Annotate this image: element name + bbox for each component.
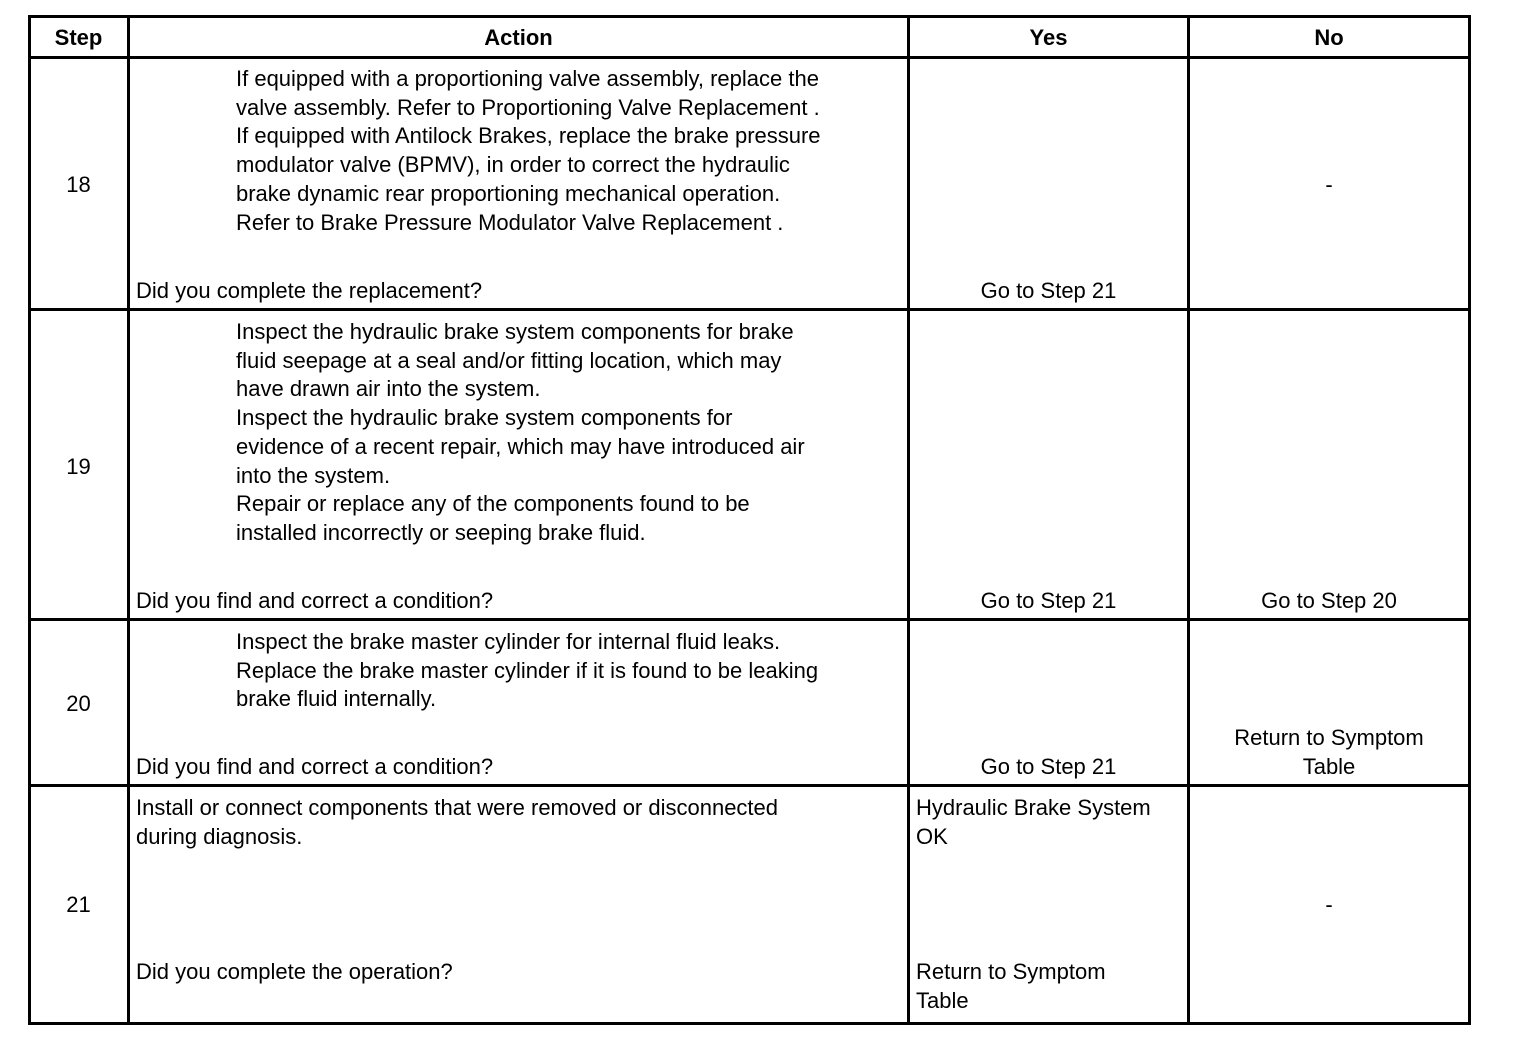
action-line: Inspect the hydraulic brake system components for brake [236, 319, 794, 344]
action-line: Refer to Brake Pressure Modulator Valve Replacement . [236, 209, 784, 235]
yes-result-line: Hydraulic Brake System [916, 795, 1151, 820]
yes-result: Go to Step 21 [980, 588, 1117, 613]
action-line: have drawn air into the system. [236, 376, 541, 402]
action-line: If equipped with Antilock Brakes, replace the brake pressure [236, 123, 821, 149]
column-divider-yes [1187, 15, 1190, 1025]
yes-result-bottom [916, 958, 1106, 1015]
action-line: brake fluid internally. [236, 686, 437, 712]
step-number: 20 [66, 691, 91, 716]
action-line: Inspect the hydraulic brake system components for [236, 405, 733, 431]
header-yes: Yes [1029, 25, 1068, 50]
row-divider-19 [28, 618, 1471, 621]
step-number: 19 [66, 454, 91, 479]
no-result: - [1325, 172, 1333, 197]
action-question: Did you complete the replacement? [136, 278, 483, 303]
action-line: Repair or replace any of the components found to be [236, 491, 750, 517]
header-step: Step [54, 25, 103, 50]
action-line: brake dynamic rear proportioning mechanical operation. [236, 180, 781, 206]
action-line: during diagnosis. [136, 823, 303, 849]
yes-result: Go to Step 21 [980, 278, 1117, 303]
action-question: Did you find and correct a condition? [136, 588, 494, 613]
action-line: Inspect the brake master cylinder for internal fluid leaks. [236, 629, 781, 654]
yes-result: Go to Step 21 [980, 754, 1117, 779]
action-line: valve assembly. Refer to Proportioning Valve Replacement . [236, 94, 820, 120]
no-result-line: Return to Symptom [1234, 725, 1424, 750]
action-question: Did you complete the operation? [136, 959, 453, 984]
no-result [1190, 724, 1468, 781]
header-divider [28, 56, 1471, 59]
action-instructions [236, 628, 818, 714]
yes-result-line: OK [916, 823, 948, 849]
no-result: Go to Step 20 [1261, 588, 1397, 613]
action-line: evidence of a recent repair, which may have introduced air [236, 433, 805, 459]
row-divider-18 [28, 308, 1471, 311]
step-number: 21 [66, 892, 91, 917]
no-result-line: Table [1302, 753, 1356, 779]
action-line: Install or connect components that were removed or disconnected [136, 795, 779, 820]
column-divider-action [907, 15, 910, 1025]
action-instructions [236, 318, 805, 548]
step-number: 18 [66, 172, 91, 197]
action-line: Replace the brake master cylinder if it is found to be leaking [236, 657, 819, 683]
header-action: Action [484, 25, 553, 50]
action-instructions [236, 65, 821, 237]
action-line: fluid seepage at a seal and/or fitting location, which may [236, 347, 782, 373]
column-divider-step [127, 15, 130, 1025]
row-divider-20 [28, 784, 1471, 787]
yes-result-top [916, 794, 1151, 851]
action-line: into the system. [236, 462, 391, 488]
action-line: installed incorrectly or seeping brake fluid. [236, 519, 646, 545]
action-instructions [136, 794, 778, 851]
yes-result-line: Table [916, 987, 969, 1013]
yes-result-line: Return to Symptom [916, 959, 1106, 984]
action-line: modulator valve (BPMV), in order to correct the hydraulic [236, 152, 790, 178]
action-question: Did you find and correct a condition? [136, 754, 494, 779]
no-result: - [1325, 892, 1333, 917]
header-no: No [1314, 25, 1344, 50]
action-line: If equipped with a proportioning valve assembly, replace the [236, 66, 819, 91]
